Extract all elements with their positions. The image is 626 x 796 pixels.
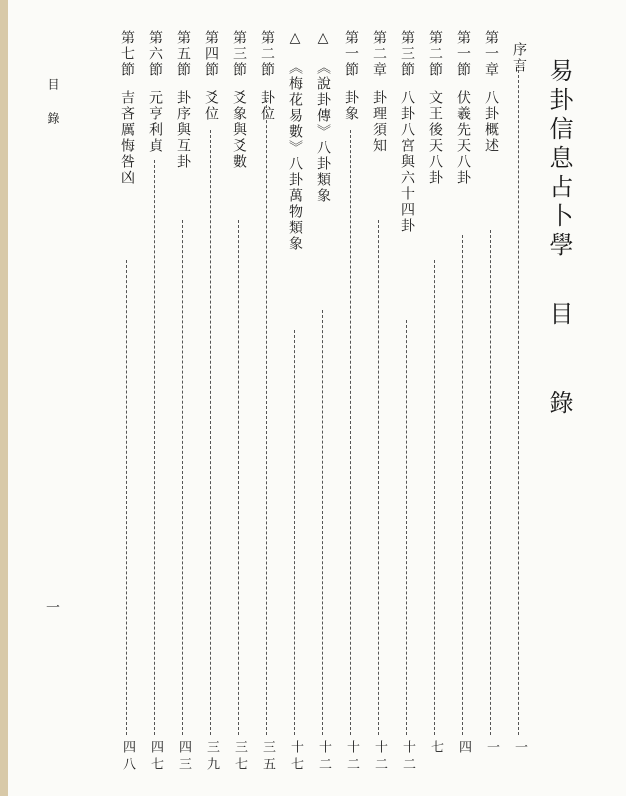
toc-entry-text: 文王後天八卦 — [427, 90, 443, 186]
toc-entry-label — [312, 30, 334, 204]
toc-entry-number: 第三節 — [399, 30, 415, 78]
toc-entry-page: 三五 — [260, 740, 275, 774]
toc-entry-number: 第六節 — [147, 30, 163, 78]
document-page — [8, 0, 626, 796]
toc-entry[interactable] — [200, 30, 222, 790]
toc-entry-text: 元亨利貞 — [147, 90, 163, 154]
toc-entry-number: 第一章 — [483, 30, 499, 78]
toc-entry-label — [424, 30, 446, 186]
toc-entry[interactable] — [284, 30, 306, 790]
toc-entry-number: 第五節 — [175, 30, 191, 78]
toc-entry[interactable] — [144, 30, 166, 790]
toc-entry-text: 伏羲先天八卦 — [455, 90, 471, 186]
toc-entry-label — [172, 30, 194, 170]
toc-entry[interactable] — [116, 30, 138, 790]
toc-entry-label — [144, 30, 166, 154]
toc-entry[interactable] — [452, 30, 474, 790]
toc-entry[interactable] — [480, 30, 502, 790]
toc-entry-text: 爻位 — [203, 90, 219, 122]
dotted-leader — [434, 260, 435, 735]
toc-entry-label — [452, 30, 474, 186]
toc-entry-page: 一 — [484, 740, 499, 757]
toc-entry-text: 卦象 — [343, 90, 359, 122]
toc-entry[interactable] — [508, 30, 530, 790]
toc-entry-page: 一 — [512, 740, 527, 757]
book-title-suffix1: 目 — [545, 301, 573, 330]
dotted-leader — [238, 220, 239, 735]
toc-entry-label — [256, 30, 278, 122]
toc-entry[interactable] — [340, 30, 362, 790]
dotted-leader — [266, 100, 267, 735]
dotted-leader — [490, 230, 491, 735]
toc-entry[interactable] — [228, 30, 250, 790]
toc-entry-text: 卦序與互卦 — [175, 90, 191, 170]
toc-entry-text: 八卦八宮與六十四卦 — [399, 90, 415, 234]
toc-entry[interactable] — [424, 30, 446, 790]
dotted-leader — [406, 320, 407, 735]
toc-entry-number: △ — [315, 30, 331, 48]
toc-entry-text: 爻象與爻數 — [231, 90, 247, 170]
dotted-leader — [350, 130, 351, 735]
toc-entry-text: 卦理須知 — [371, 90, 387, 154]
toc-entry-number: △ — [287, 30, 303, 48]
dotted-leader — [126, 260, 127, 735]
toc-entry-page: 四八 — [120, 740, 135, 774]
dotted-leader — [462, 235, 463, 735]
toc-entry-page: 十二 — [372, 740, 387, 774]
book-title-suffix2: 錄 — [545, 390, 573, 419]
toc-entry-text: 吉吝厲悔咎凶 — [119, 90, 135, 186]
toc-entry-text: 八卦概述 — [483, 90, 499, 154]
toc-entry-page: 十二 — [400, 740, 415, 774]
toc-entry-number: 第一節 — [455, 30, 471, 78]
toc-entry[interactable] — [172, 30, 194, 790]
toc-entry-text: 《梅花易數》八卦萬物類象 — [287, 60, 303, 252]
toc-entry-page: 四七 — [148, 740, 163, 774]
toc-entry-page: 十七 — [288, 740, 303, 774]
toc-entry-label — [368, 30, 390, 154]
toc-entry-page: 四 — [456, 740, 471, 757]
dotted-leader — [154, 160, 155, 735]
toc-entry[interactable] — [312, 30, 334, 790]
toc-entry-label — [480, 30, 502, 154]
dotted-leader — [322, 310, 323, 735]
toc-entry-number: 第二章 — [371, 30, 387, 78]
dotted-leader — [518, 60, 519, 735]
dotted-leader — [294, 330, 295, 735]
toc-entry-page: 十二 — [344, 740, 359, 774]
toc-entry-text: 《說卦傳》八卦類象 — [315, 60, 331, 204]
book-title — [544, 58, 574, 419]
page-folio: 一 — [44, 600, 60, 614]
toc-entry-page: 三七 — [232, 740, 247, 774]
toc-entry[interactable] — [256, 30, 278, 790]
toc-entry-label — [228, 30, 250, 170]
toc-entry-label — [116, 30, 138, 186]
toc-entry[interactable] — [368, 30, 390, 790]
toc-entry-label — [396, 30, 418, 234]
toc-entry-number: 第一節 — [343, 30, 359, 78]
toc-entry-page: 三九 — [204, 740, 219, 774]
toc-entry-label — [508, 30, 530, 74]
toc-entry-page: 四三 — [176, 740, 191, 774]
toc-entry-label — [200, 30, 222, 122]
dotted-leader — [378, 220, 379, 735]
dotted-leader — [210, 130, 211, 735]
toc-entry-number: 第七節 — [119, 30, 135, 78]
toc-entry-text: 序言 — [511, 42, 527, 74]
toc-entry-label — [284, 30, 306, 252]
toc-entry-number: 第二節 — [259, 30, 275, 78]
toc-entry-text: 卦位 — [259, 90, 275, 122]
dotted-leader — [182, 220, 183, 735]
toc-entry[interactable] — [396, 30, 418, 790]
toc-entry-number: 第四節 — [203, 30, 219, 78]
toc-entry-number: 第二節 — [427, 30, 443, 78]
running-head: 目錄 — [46, 78, 60, 146]
toc-entry-page: 十二 — [316, 740, 331, 774]
toc-entry-label — [340, 30, 362, 122]
toc-entry-page: 七 — [428, 740, 443, 757]
toc-entry-number: 第三節 — [231, 30, 247, 78]
book-title-main: 易卦信息占卜學 — [545, 58, 573, 261]
